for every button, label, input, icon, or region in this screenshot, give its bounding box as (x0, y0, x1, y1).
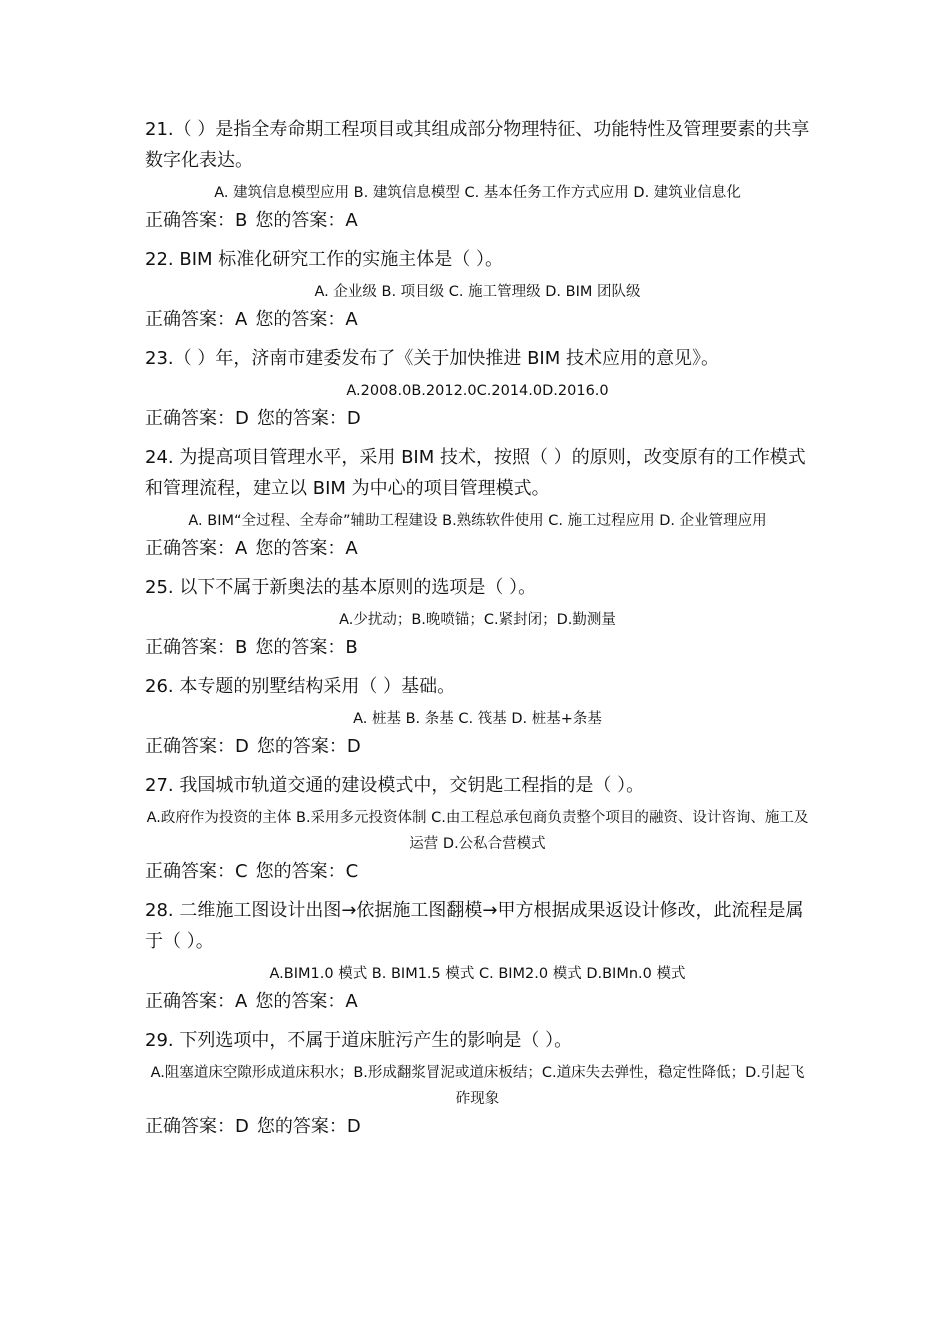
correct-answer: 正确答案：B (145, 210, 248, 231)
correct-answer: 正确答案：A (145, 309, 248, 330)
correct-answer: 正确答案：D (145, 1116, 249, 1137)
question-options: A. 桩基 B. 条基 C. 筏基 D. 桩基+条基 (353, 711, 602, 727)
answer-line (145, 206, 810, 236)
question-options: A.BIM1.0 模式 B. BIM1.5 模式 C. BIM2.0 模式 D.BIMn.0 模式 (269, 966, 686, 982)
question-stem: 29. 下列选项中，不属于道床脏污产生的影响是（ ）。 (145, 1030, 573, 1051)
question-stem: 24. 为提高项目管理水平，采用 BIM 技术，按照（ ）的原则，改变原有的工作模式和管理流程，建立以 BIM 为中心的项目管理模式。 (145, 447, 806, 499)
your-answer: 您的答案：B (255, 637, 358, 658)
question-28 (145, 895, 810, 1017)
question-26 (145, 671, 810, 762)
question-options: A. 建筑信息模型应用 B. 建筑信息模型 C. 基本任务工作方式应用 D. 建筑业信息化 (214, 185, 741, 201)
answer-line (145, 1112, 810, 1142)
question-options: A.阻塞道床空隙形成道床积水；B.形成翻浆冒泥或道床板结；C.道床失去弹性，稳定性降低；D.引起飞砟现象 (150, 1065, 805, 1107)
your-answer: 您的答案：D (256, 408, 361, 429)
question-options: A. BIM“全过程、全寿命”辅助工程建设 B.熟练软件使用 C. 施工过程应用 D. 企业管理应用 (188, 513, 767, 529)
your-answer: 您的答案：D (256, 736, 361, 757)
question-options: A.2008.0B.2012.0C.2014.0D.2016.0 (346, 383, 609, 399)
answer-line (145, 305, 810, 335)
correct-answer: 正确答案：B (145, 637, 248, 658)
correct-answer: 正确答案：D (145, 736, 249, 757)
question-stem: 22. BIM 标准化研究工作的实施主体是（ ）。 (145, 249, 503, 270)
correct-answer: 正确答案：C (145, 861, 248, 882)
question-options: A.少扰动；B.晚喷锚；C.紧封闭；D.勤测量 (339, 612, 616, 628)
quiz-page (145, 114, 810, 1150)
question-29 (145, 1025, 810, 1142)
answer-line (145, 732, 810, 762)
answer-line (145, 633, 810, 663)
question-21 (145, 114, 810, 236)
your-answer: 您的答案：A (255, 210, 358, 231)
question-23 (145, 343, 810, 434)
question-27 (145, 770, 810, 887)
question-stem: 28. 二维施工图设计出图→依据施工图翻模→甲方根据成果返设计修改，此流程是属于（ ）。 (145, 900, 804, 952)
correct-answer: 正确答案：A (145, 991, 248, 1012)
answer-line (145, 987, 810, 1017)
your-answer: 您的答案：C (255, 861, 359, 882)
question-25 (145, 572, 810, 663)
question-stem: 21.（ ）是指全寿命期工程项目或其组成部分物理特征、功能特性及管理要素的共享数字化表达。 (145, 119, 810, 171)
question-22 (145, 244, 810, 335)
question-options: A. 企业级 B. 项目级 C. 施工管理级 D. BIM 团队级 (314, 284, 641, 300)
your-answer: 您的答案：A (255, 309, 358, 330)
answer-line (145, 857, 810, 887)
question-options: A.政府作为投资的主体 B.采用多元投资体制 C.由工程总承包商负责整个项目的融资、设计咨询、施工及运营 D.公私合营模式 (146, 810, 809, 852)
question-stem: 26. 本专题的别墅结构采用（ ）基础。 (145, 676, 456, 697)
question-24 (145, 442, 810, 564)
your-answer: 您的答案：A (255, 538, 358, 559)
your-answer: 您的答案：A (255, 991, 358, 1012)
question-stem: 23.（ ）年，济南市建委发布了《关于加快推进 BIM 技术应用的意见》。 (145, 348, 719, 369)
correct-answer: 正确答案：D (145, 408, 249, 429)
your-answer: 您的答案：D (256, 1116, 361, 1137)
correct-answer: 正确答案：A (145, 538, 248, 559)
question-stem: 27. 我国城市轨道交通的建设模式中，交钥匙工程指的是（ ）。 (145, 775, 645, 796)
question-stem: 25. 以下不属于新奥法的基本原则的选项是（ ）。 (145, 577, 537, 598)
answer-line (145, 534, 810, 564)
answer-line (145, 404, 810, 434)
